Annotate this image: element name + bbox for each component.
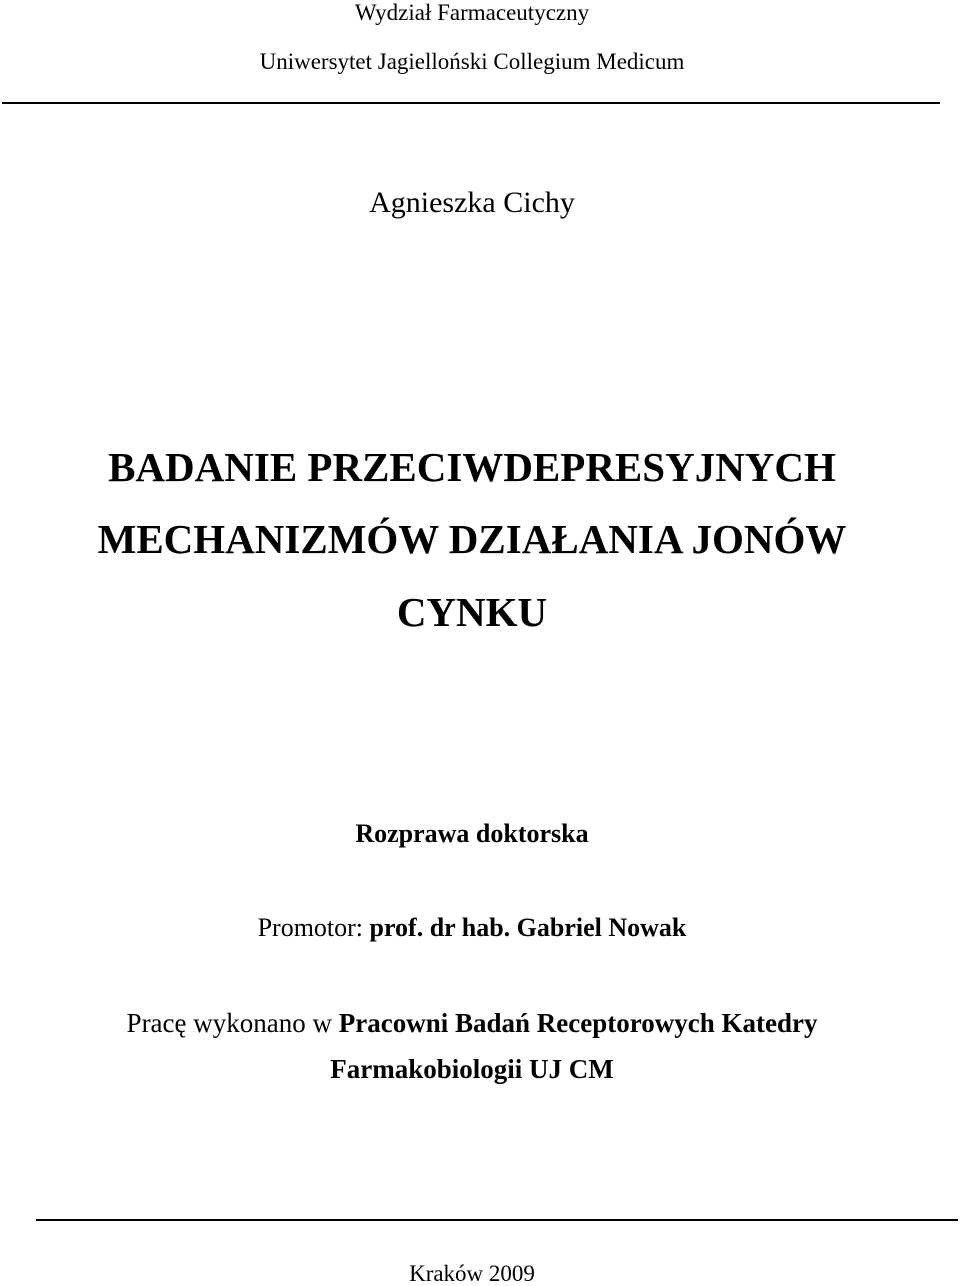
place-and-date: Kraków 2009 [409, 1261, 535, 1286]
university-name: Uniwersytet Jagielloński Collegium Medicum [259, 49, 685, 74]
workplace-name-line-1: Pracowni Badań Receptorowych Katedry [338, 1008, 818, 1038]
author-name: Agnieszka Cichy [369, 186, 575, 219]
thesis-type: Rozprawa doktorska [355, 819, 589, 848]
thesis-title-line-3: CYNKU [396, 589, 548, 635]
promotor-label: Promotor: [257, 913, 364, 942]
footer-divider [36, 1219, 958, 1221]
faculty-name: Wydział Farmaceutyczny [354, 0, 590, 25]
workplace-prefix: Pracę wykonano w [126, 1008, 332, 1038]
promotor-name: prof. dr hab. Gabriel Nowak [369, 913, 687, 942]
thesis-title-line-2: MECHANIZMÓW DZIAŁANIA JONÓW [97, 516, 847, 562]
header-divider [2, 102, 940, 104]
workplace-name-line-2: Farmakobiologii UJ CM [330, 1054, 614, 1084]
workplace-line-1 [0, 1007, 944, 1039]
promotor-line [0, 913, 944, 943]
thesis-title-line-1: BADANIE PRZECIWDEPRESYJNYCH [108, 444, 836, 490]
